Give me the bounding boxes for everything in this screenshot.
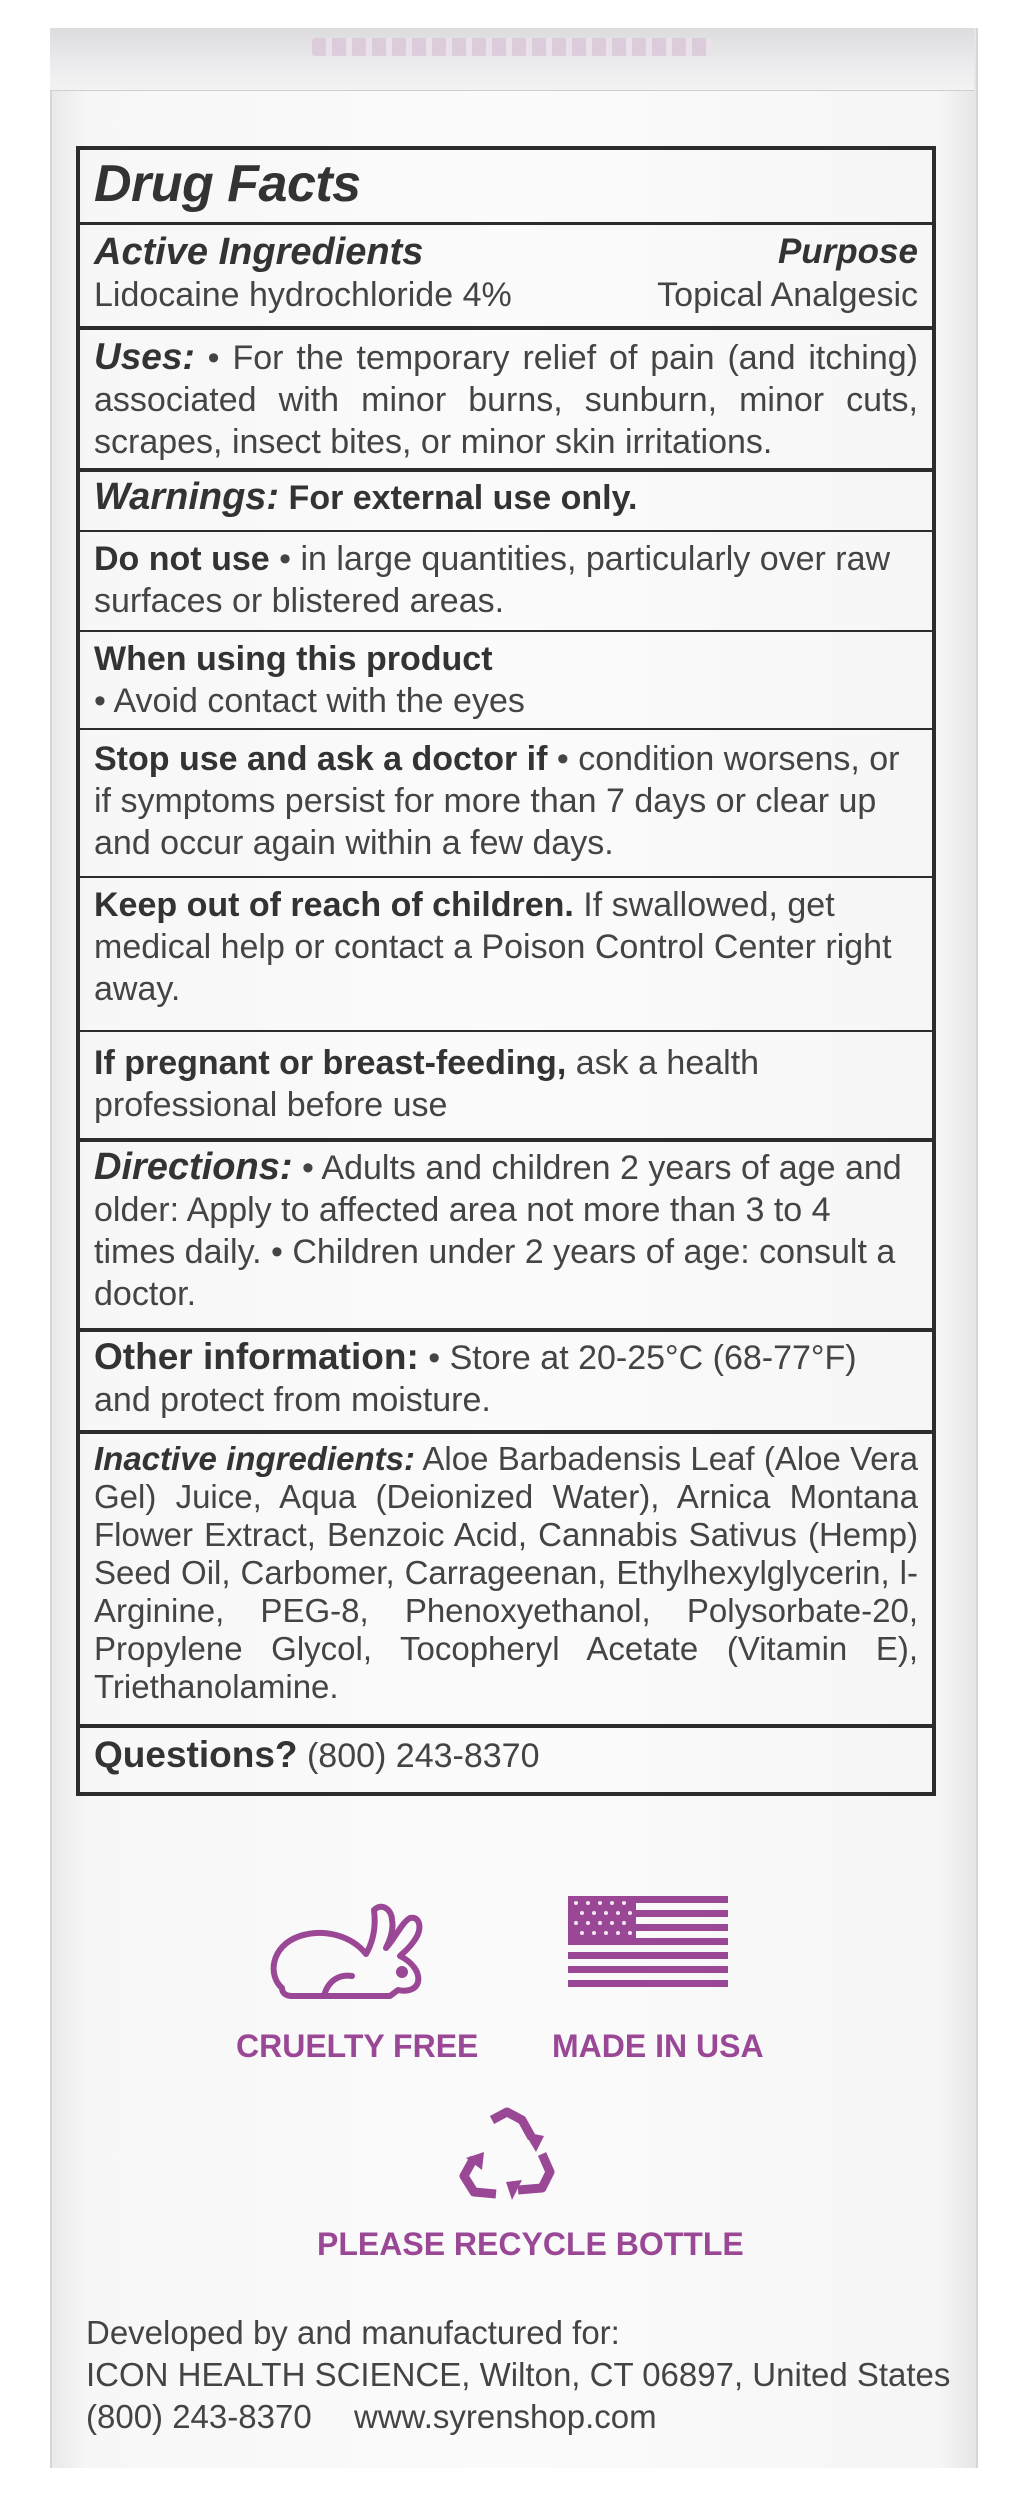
divider [80, 1030, 932, 1032]
questions-heading: Questions? [94, 1734, 298, 1775]
divider [80, 876, 932, 878]
pregnant-section [80, 1042, 932, 1126]
ingredient-name: Lidocaine hydrochloride 4% [94, 276, 512, 314]
drug-facts-panel [76, 146, 936, 1796]
divider [80, 1430, 932, 1434]
recycle-label: PLEASE RECYCLE BOTTLE [317, 2226, 744, 2262]
active-ingredients-heading: Active Ingredients [94, 231, 424, 273]
footer-phone: (800) 243-8370 [86, 2398, 312, 2435]
questions-section [80, 1734, 932, 1777]
keep-out-heading: Keep out of reach of children. [94, 886, 574, 924]
do-not-use-heading: Do not use [94, 540, 270, 578]
recycle-icon [452, 2106, 562, 2206]
divider [80, 468, 932, 472]
warnings-text: For external use only. [288, 479, 638, 517]
stop-use-heading: Stop use and ask a doctor if [94, 740, 548, 778]
footer-website: www.syrenshop.com [354, 2398, 657, 2435]
uses-heading: Uses: [94, 336, 195, 377]
active-ingredients-section [80, 230, 932, 316]
stop-use-section [80, 738, 932, 864]
other-information-section [80, 1336, 932, 1421]
questions-phone: (800) 243-8370 [306, 1737, 540, 1775]
divider [80, 630, 932, 632]
when-using-text: • Avoid contact with the eyes [94, 682, 525, 720]
inactive-ingredients-text: Aloe Barbadensis Leaf (Aloe Vera Gel) Juice, Aqua (Deionized Water), Arnica Montana Flower Extract, Benzoic Acid, Cannabis Sativus (Hemp) Seed Oil, Carbomer, Carrageenan, Ethylhexylglycerin, l-Arginine, PEG-8, Phenoxyethanol, Polysorbate-20, Propylene Glycol, Tocopheryl Acetate (Vitamin E), Triethanolamine. [94, 1440, 918, 1705]
when-using-heading: When using this product [94, 640, 493, 678]
divider [80, 326, 932, 330]
divider [80, 530, 932, 532]
do-not-use-text: • in large quantities, particularly over raw surfaces or blistered areas. [94, 540, 891, 620]
cruelty-free-label: CRUELTY FREE [236, 2028, 479, 2064]
footer-line-2: ICON HEALTH SCIENCE, Wilton, CT 06897, United States [86, 2356, 951, 2393]
stop-use-text: • condition worsens, or if symptoms persist for more than 7 days or clear up and occur again within a few days. [94, 740, 900, 862]
drug-facts-title: Drug Facts [94, 155, 361, 213]
other-information-text: • Store at 20-25°C (68-77°F) and protect from moisture. [94, 1339, 857, 1419]
footer-contact [86, 2396, 657, 2438]
made-in-usa-label: MADE IN USA [552, 2028, 764, 2064]
warnings-heading: Warnings: [94, 476, 280, 518]
top-flap-print [312, 38, 712, 56]
directions-section [80, 1146, 932, 1315]
footer-line-1: Developed by and manufactured for: [86, 2314, 620, 2351]
purpose-heading: Purpose [777, 232, 918, 271]
divider [80, 1724, 932, 1728]
divider [80, 1138, 932, 1142]
keep-out-section [80, 884, 932, 1010]
ingredient-purpose: Topical Analgesic [657, 276, 918, 314]
directions-heading: Directions: [94, 1146, 293, 1188]
divider [80, 728, 932, 730]
pregnant-text: ask a health professional before use [94, 1044, 760, 1124]
inactive-ingredients-section [80, 1440, 932, 1706]
keep-out-text: If swallowed, get medical help or contact a Poison Control Center right away. [94, 886, 892, 1008]
uses-text: • For the temporary relief of pain (and itching) associated with minor burns, sunburn, minor cuts, scrapes, insect bites, or minor skin irritations. [94, 339, 918, 461]
divider [80, 1328, 932, 1332]
inactive-ingredients-heading: Inactive ingredients: [94, 1440, 415, 1477]
directions-text: • Adults and children 2 years of age and older: Apply to affected area not more than 3 to 4 times daily. • Children under 2 years of age: consult a doctor. [94, 1149, 902, 1313]
divider [80, 222, 932, 225]
uses-section [80, 336, 932, 463]
drug-facts-header [80, 154, 932, 214]
pregnant-heading: If pregnant or breast-feeding, [94, 1044, 567, 1082]
warnings-section [80, 476, 932, 519]
us-flag-icon [568, 1896, 728, 1988]
other-information-heading: Other information: [94, 1336, 419, 1377]
when-using-section [80, 638, 932, 722]
rabbit-icon [262, 1896, 432, 2006]
do-not-use-section [80, 538, 932, 622]
